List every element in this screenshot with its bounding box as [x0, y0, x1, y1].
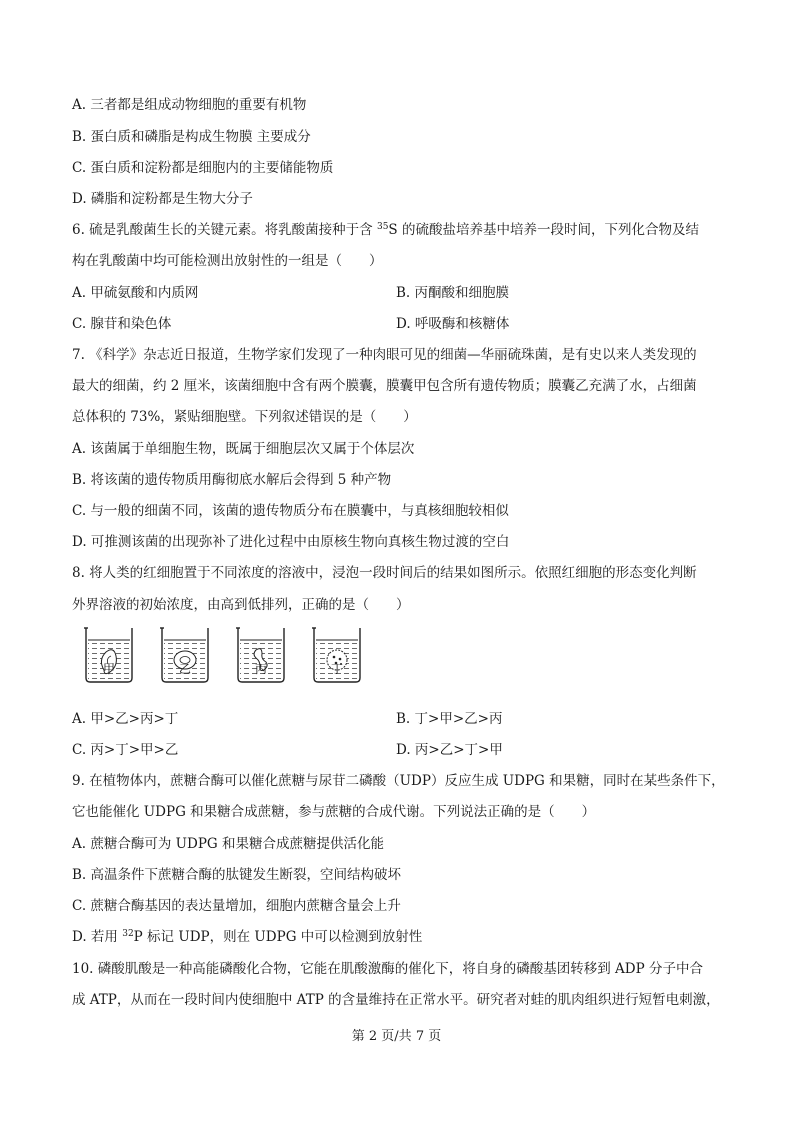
q7-option-c: C. 与一般的细菌不同，该菌的遗传物质分布在膜囊中，与真核细胞较相似: [72, 503, 509, 519]
q6-option-c: C. 腺苷和染色体: [72, 316, 172, 332]
q10-stem-line2: 成 ATP，从而在一段时间内使细胞中 ATP 的含量维持在正常水平。研究者对蛙的肌肉组织进行短暂电刺激，: [72, 992, 720, 1008]
q5-option-a: A. 三者都是组成动物细胞的重要有机物: [72, 97, 307, 113]
beaker-label-yi: 乙: [179, 662, 192, 676]
q9-option-a: A. 蔗糖合酶可为 UDPG 和果糖合成蔗糖提供活化能: [72, 836, 384, 852]
q8-option-d: D. 丙>乙>丁>甲: [396, 742, 503, 758]
q7-stem-line2: 最大的细菌，约 2 厘米，该菌细胞中含有两个膜囊，膜囊甲包含所有遗传物质；膜囊乙充满了水，占细菌: [72, 378, 697, 394]
q9-option-d: D. 若用 $^{32}$P 标记 UDP，则在 UDPG 中可以检测到放射性: [72, 929, 423, 945]
q9-option-c: C. 蔗糖合酶基因的表达量增加，细胞内蔗糖含量会上升: [72, 898, 401, 914]
q9-stem-line1: 9. 在植物体内，蔗糖合酶可以催化蔗糖与尿苷二磷酸（UDP）反应生成 UDPG 和果糖，同时在某些条件下，: [72, 773, 725, 789]
q7-stem-line3: 总体积的 73%，紧贴细胞壁。下列叙述错误的是（ ）: [72, 409, 417, 425]
q7-stem-line1: 7. 《科学》杂志近日报道，生物学家们发现了一种肉眼可见的细菌—华丽硫珠菌，是有史以来人类发现的: [72, 347, 697, 363]
q9-option-b: B. 高温条件下蔗糖合酶的肽键发生断裂，空间结构破坏: [72, 867, 402, 883]
q10-stem-line1: 10. 磷酸肌酸是一种高能磷酸化合物，它能在肌酸激酶的催化下，将自身的磷酸基团转移到 ADP 分子中合: [72, 961, 703, 977]
q6-stem-line2: 构在乳酸菌中均可能检测出放射性的一组是（ ）: [72, 253, 383, 269]
beaker-label-jia: 甲: [103, 662, 116, 676]
beaker-label-bing: 丙: [255, 662, 268, 676]
q8-option-a: A. 甲>乙>丙>丁: [72, 711, 179, 727]
q8-stem-line1: 8. 将人类的红细胞置于不同浓度的溶液中，浸泡一段时间后的结果如图所示。依照红细胞的形态变化判断: [72, 565, 697, 581]
q5-option-b: B. 蛋白质和磷脂是构成生物膜 主要成分: [72, 129, 311, 145]
q5-option-c: C. 蛋白质和淀粉都是细胞内的主要储能物质: [72, 160, 334, 176]
q7-option-a: A. 该菌属于单细胞生物，既属于细胞层次又属于个体层次: [72, 441, 415, 457]
q5-option-d: D. 磷脂和淀粉都是生物大分子: [72, 191, 253, 207]
q7-option-d: D. 可推测该菌的出现弥补了进化过程中由原核生物向真核生物过渡的空白: [72, 534, 510, 550]
q8-option-b: B. 丁>甲>乙>丙: [396, 711, 503, 727]
q7-option-b: B. 将该菌的遗传物质用酶彻底水解后会得到 5 种产物: [72, 472, 392, 488]
beaker-label-ding: 丁: [331, 662, 344, 676]
q8-stem-line2: 外界溶液的初始浓度，由高到低排列，正确的是（ ）: [72, 597, 410, 613]
q6-option-a: A. 甲硫氨酸和内质网: [72, 285, 199, 301]
q8-option-c: C. 丙>丁>甲>乙: [72, 742, 179, 758]
q9-stem-line2: 它也能催化 UDPG 和果糖合成蔗糖，参与蔗糖的合成代谢。下列说法正确的是（ ）: [72, 804, 596, 820]
page-footer: 第 2 页/共 7 页: [351, 1029, 442, 1044]
q6-stem-line1: 6. 硫是乳酸菌生长的关键元素。将乳酸菌接种于含 $^{35}$S 的硫酸盐培养基中培养一段时间，下列化合物及结: [72, 222, 699, 238]
q6-option-b: B. 丙酮酸和细胞膜: [396, 285, 510, 301]
q6-option-d: D. 呼吸酶和核糖体: [396, 316, 510, 332]
